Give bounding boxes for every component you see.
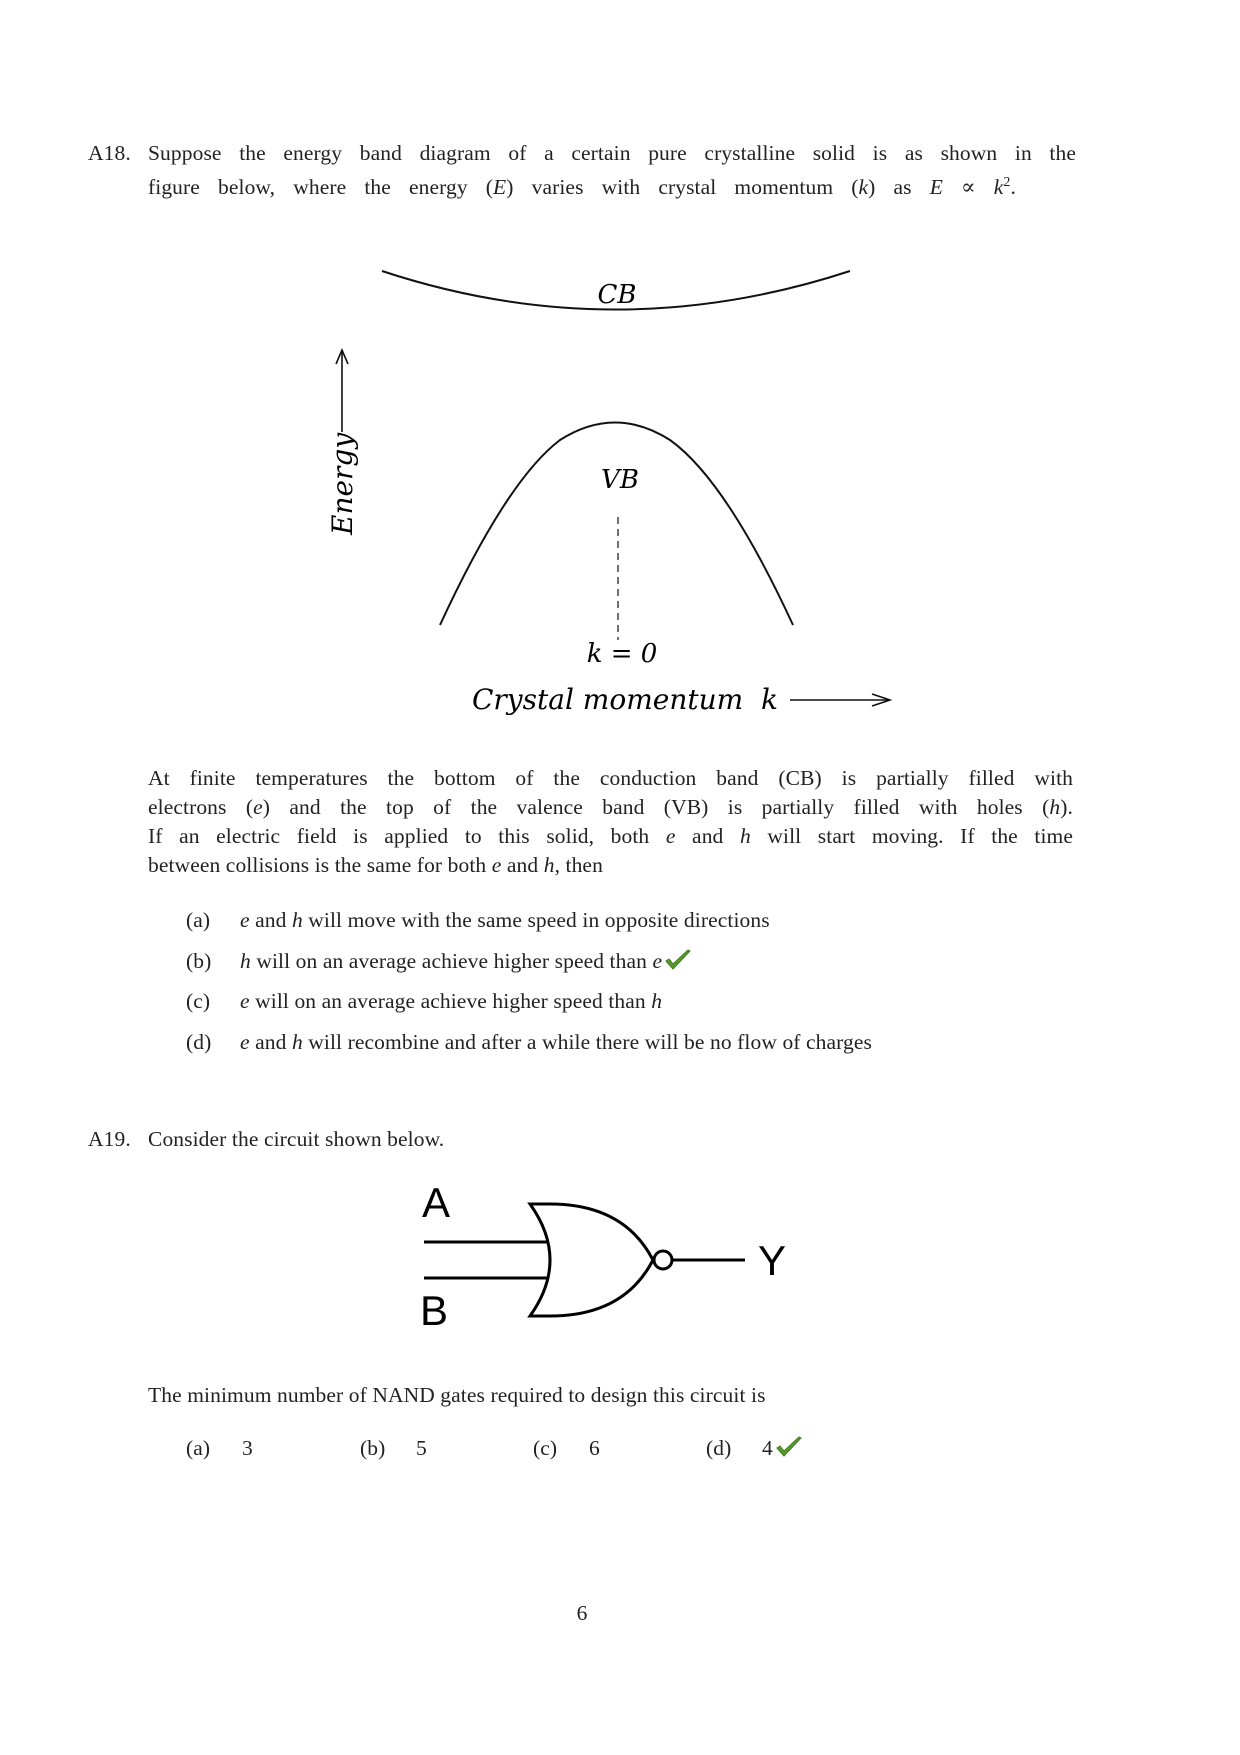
checkmark-icon bbox=[775, 1435, 803, 1459]
checkmark-icon bbox=[664, 948, 692, 972]
question-number-a18: A18. bbox=[88, 141, 131, 165]
k-zero-label: k = 0 bbox=[586, 639, 658, 669]
var-e: e bbox=[253, 795, 263, 819]
q18-stem-text-2a: figure below, where the energy ( bbox=[148, 175, 494, 200]
q18-stem-text-2c: ) as bbox=[868, 175, 930, 200]
para-text: ) and the top of the valence band (VB) is partially filled with holes ( bbox=[262, 795, 1050, 819]
var-e: e bbox=[665, 824, 676, 848]
var-E: E bbox=[929, 175, 943, 200]
nor-gate-circuit bbox=[400, 1170, 820, 1340]
option-label: (b) bbox=[186, 949, 212, 973]
para-text: electrons ( bbox=[148, 795, 254, 819]
option-value: 3 bbox=[242, 1436, 253, 1460]
var-e: e bbox=[652, 949, 663, 973]
var-h: h bbox=[291, 908, 303, 932]
momentum-axis-label: Crystal momentum k bbox=[472, 683, 778, 716]
q19-question: The minimum number of NAND gates required to design this circuit is bbox=[148, 1383, 766, 1407]
var-h: h bbox=[291, 1030, 303, 1054]
energy-axis-label: Energy bbox=[326, 432, 359, 535]
proportional-symbol: ∝ bbox=[942, 175, 994, 200]
var-h: h bbox=[543, 853, 555, 877]
option-text: and bbox=[249, 1030, 292, 1054]
var-k: k bbox=[993, 175, 1004, 200]
option-label: (b) bbox=[360, 1436, 386, 1460]
q19-option-d[interactable] bbox=[706, 1434, 803, 1463]
valence-band-curve bbox=[440, 423, 793, 626]
q18-stem-text-2b: ) varies with crystal momentum ( bbox=[506, 175, 859, 200]
q19-option-b[interactable] bbox=[360, 1434, 427, 1463]
q18-para-line-4 bbox=[148, 851, 1073, 880]
q18-para-line-3 bbox=[148, 822, 1073, 851]
q19-stem: Consider the circuit shown below. bbox=[148, 1127, 445, 1151]
option-label: (c) bbox=[186, 989, 211, 1013]
q18-stem-text-1: Suppose the energy band diagram of a certain pure crystalline solid is as shown in the bbox=[148, 141, 1076, 165]
option-value: 5 bbox=[416, 1436, 427, 1460]
var-h: h bbox=[651, 989, 663, 1013]
var-e: e bbox=[240, 989, 250, 1013]
input-b-label: B bbox=[420, 1287, 449, 1334]
band-diagram bbox=[0, 0, 1240, 760]
option-text: and bbox=[249, 908, 292, 932]
inversion-bubble bbox=[654, 1251, 672, 1269]
q18-option-d[interactable] bbox=[186, 1028, 872, 1057]
nor-gate-icon bbox=[530, 1204, 653, 1316]
q18-option-b[interactable] bbox=[186, 947, 692, 976]
q18-option-a[interactable] bbox=[186, 906, 770, 935]
q18-para-line-2 bbox=[148, 793, 1073, 822]
question-number-a19: A19. bbox=[88, 1127, 131, 1151]
option-value: 4 bbox=[762, 1436, 773, 1460]
q19-option-a[interactable] bbox=[186, 1434, 253, 1463]
para-text: between collisions is the same for both bbox=[148, 853, 492, 877]
option-label: (d) bbox=[186, 1030, 212, 1054]
option-label: (d) bbox=[706, 1436, 732, 1460]
option-text: will recombine and after a while there will be no flow of charges bbox=[302, 1030, 872, 1054]
para-text: and bbox=[501, 853, 544, 877]
q18-paragraph bbox=[148, 764, 1073, 880]
var-E: E bbox=[493, 175, 507, 200]
exponent: 2 bbox=[1003, 175, 1011, 190]
var-k: k bbox=[858, 175, 869, 200]
q18-option-c[interactable] bbox=[186, 987, 662, 1016]
var-h: h bbox=[739, 824, 751, 848]
vb-label: VB bbox=[601, 465, 639, 495]
para-text: and bbox=[675, 824, 740, 848]
q18-para-line-1 bbox=[148, 764, 1073, 793]
var-e: e bbox=[240, 1030, 250, 1054]
var-h: h bbox=[240, 949, 251, 973]
input-a-label: A bbox=[422, 1179, 451, 1226]
option-label: (a) bbox=[186, 1436, 211, 1460]
option-label: (a) bbox=[186, 908, 211, 932]
para-text: If an electric field is applied to this solid, both bbox=[148, 824, 666, 848]
para-text: At finite temperatures the bottom of the conduction band (CB) is partially filled with bbox=[148, 766, 1073, 790]
var-e: e bbox=[240, 908, 250, 932]
var-e: e bbox=[491, 853, 502, 877]
para-text: will start moving. If the time bbox=[750, 824, 1073, 848]
option-label: (c) bbox=[533, 1436, 558, 1460]
option-text: will on an average achieve higher speed than bbox=[250, 949, 653, 973]
var-h: h bbox=[1049, 795, 1061, 819]
cb-label: CB bbox=[597, 280, 637, 310]
period: . bbox=[1010, 175, 1016, 200]
option-text: will move with the same speed in opposite directions bbox=[302, 908, 770, 932]
option-value: 6 bbox=[589, 1436, 600, 1460]
q19-option-c[interactable] bbox=[533, 1434, 600, 1463]
option-text: will on an average achieve higher speed than bbox=[249, 989, 652, 1013]
para-text: ). bbox=[1060, 795, 1073, 819]
page-number: 6 bbox=[576, 1601, 588, 1625]
output-y-label: Y bbox=[758, 1237, 787, 1284]
para-text: , then bbox=[554, 853, 603, 877]
